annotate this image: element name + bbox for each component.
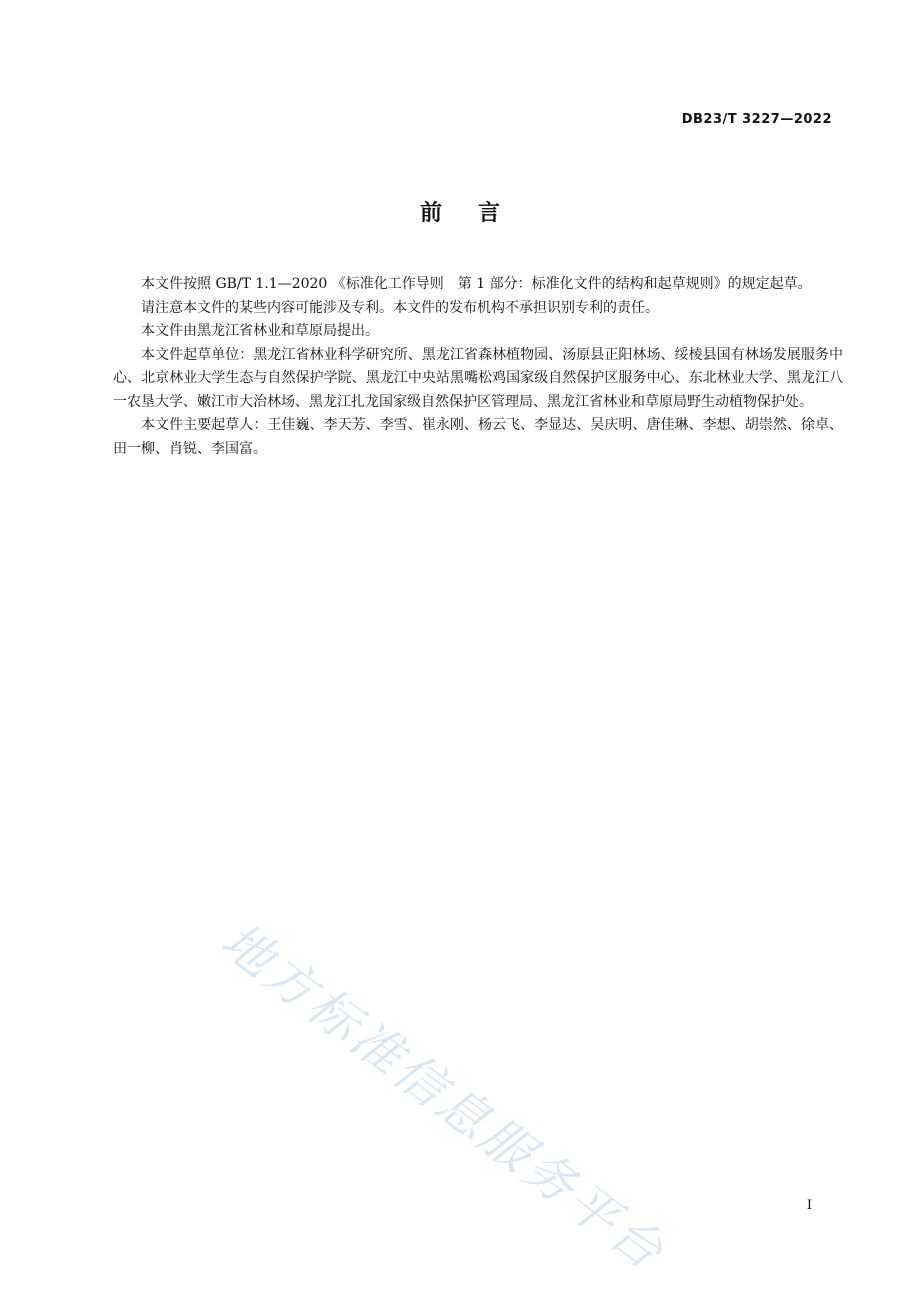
paragraph-patent-notice: 请注意本文件的某些内容可能涉及专利。本文件的发布机构不承担识别专利的责任。 bbox=[141, 299, 659, 316]
document-code: DB23/T 3227—2022 bbox=[681, 112, 832, 127]
foreword-body bbox=[113, 273, 843, 461]
watermark: 地方标准信息服务平台 bbox=[210, 911, 677, 1283]
page-number: I bbox=[806, 1198, 812, 1213]
paragraph-drafting-rules: 本文件按照 GB/T 1.1—2020 《标准化工作导则 第 1 部分：标准化文件的结构和起草规则》的规定起草。 bbox=[141, 276, 812, 292]
paragraph-drafters: 本文件主要起草人：王佳巍、李天芳、李雪、崔永刚、杨云飞、李显达、吴庆明、唐佳琳、李想、胡崇然、徐卓、田一柳、肖锐、李国富。 bbox=[113, 417, 843, 457]
page-title: 前言 bbox=[419, 201, 536, 226]
paragraph-drafting-units: 本文件起草单位：黑龙江省林业科学研究所、黑龙江省森林植物园、汤原县正阳林场、绥棱县国有林场发展服务中心、北京林业大学生态与自然保护学院、黑龙江中央站黑嘴松鸡国家级自然保护区服务中心、东北林业大学、黑龙江八一农垦大学、嫩江市大治林场、黑龙江扎龙国家级自然保护区管理局、黑龙江省林业和草原局野生动植物保护处。 bbox=[113, 346, 843, 410]
paragraph-proposer: 本文件由黑龙江省林业和草原局提出。 bbox=[141, 323, 379, 339]
